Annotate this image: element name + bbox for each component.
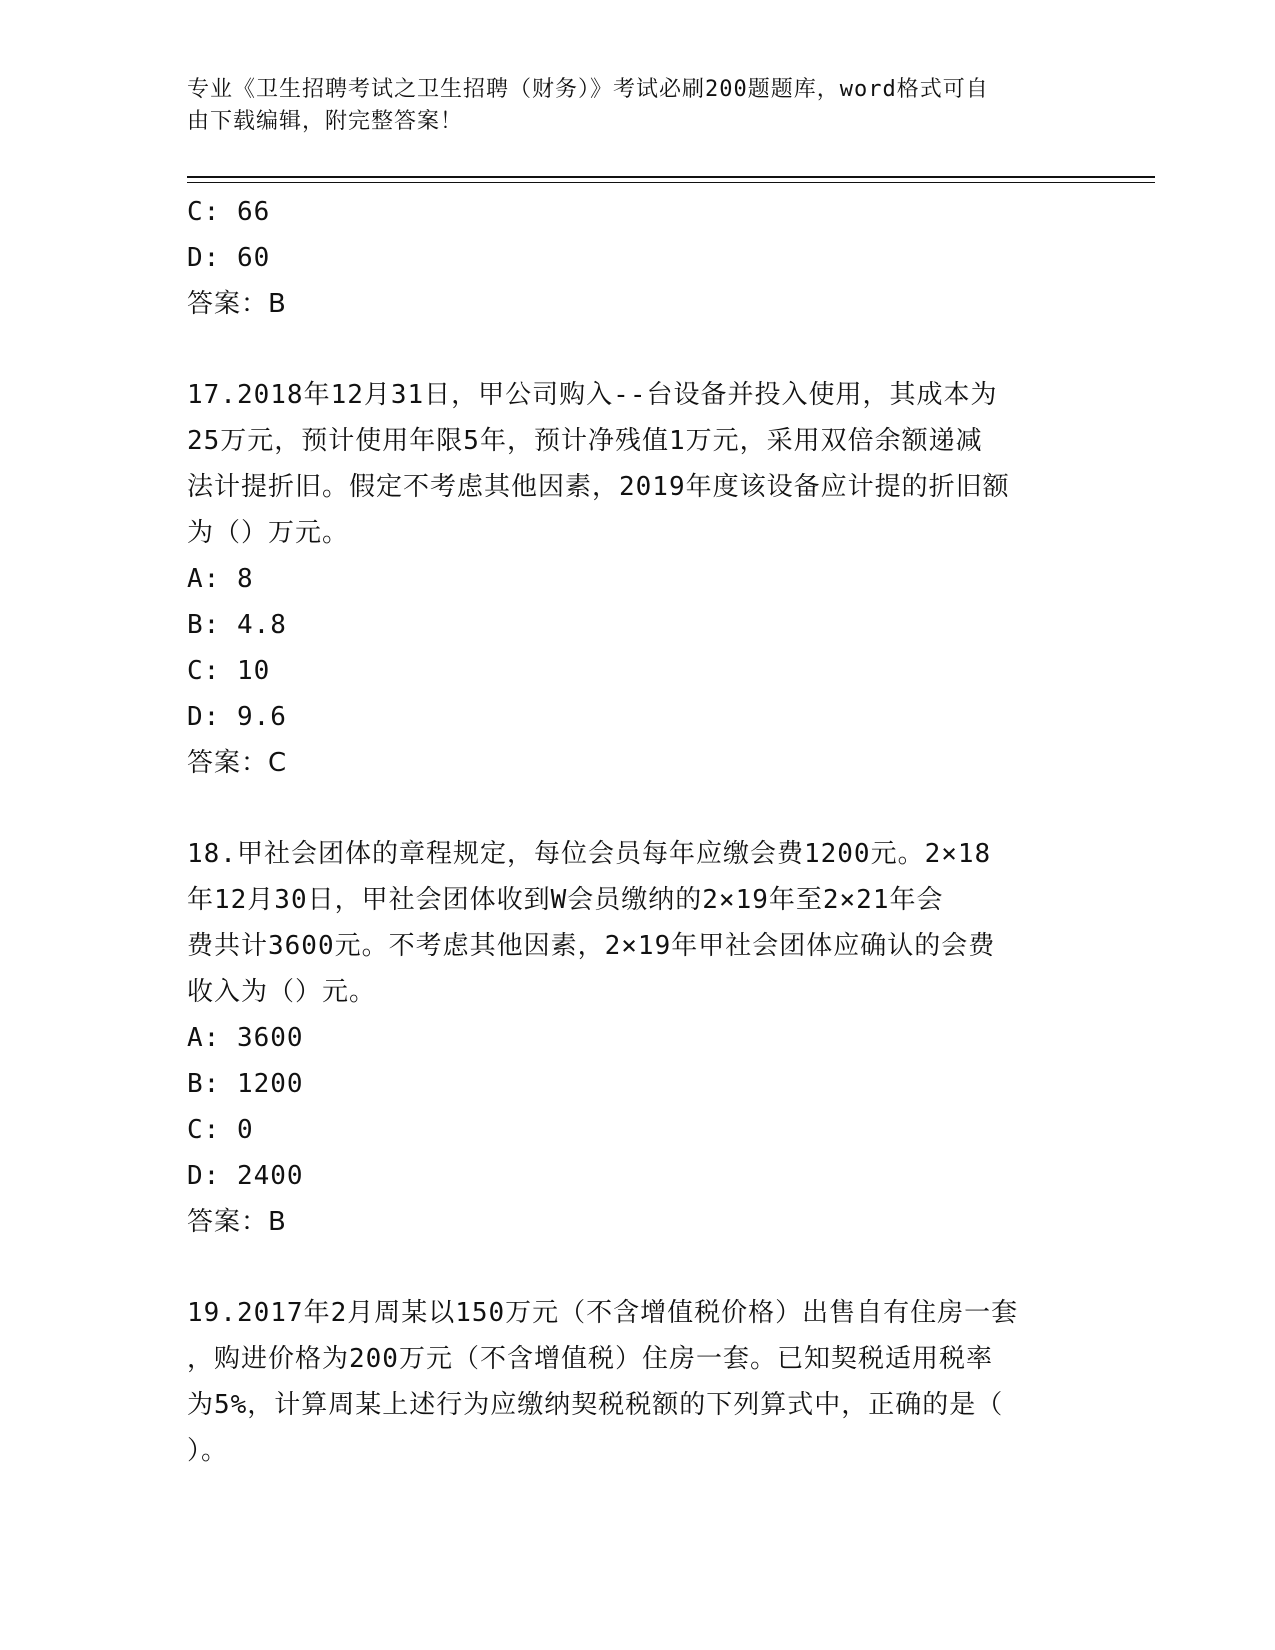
question-text xyxy=(187,372,1082,556)
header-title-line-1: 专业《卫生招聘考试之卫生招聘（财务）》考试必刷200题题库，word格式可自 xyxy=(187,77,989,102)
spacer xyxy=(187,1245,1082,1290)
spacer xyxy=(187,327,1082,372)
option-d: D: 9.6 xyxy=(187,702,287,732)
option-b: B: 4.8 xyxy=(187,610,287,640)
question-text xyxy=(187,831,1082,1015)
question-line: 收入为（）元。 xyxy=(187,977,377,1007)
option-d: D: 60 xyxy=(187,243,271,273)
question-line: 费共计3600元。不考虑其他因素，2×19年甲社会团体应确认的会费 xyxy=(187,931,996,961)
question-19 xyxy=(187,1290,1082,1474)
spacer xyxy=(187,786,1082,831)
question-line: ，购进价格为200万元（不含增值税）住房一套。已知契税适用税率 xyxy=(187,1344,993,1374)
question-line: 年12月30日，甲社会团体收到W会员缴纳的2×19年至2×21年会 xyxy=(187,885,944,915)
question-17 xyxy=(187,372,1082,786)
question-line: ）。 xyxy=(187,1436,229,1466)
question-line: 为（）万元。 xyxy=(187,518,350,548)
question-line: 法计提折旧。假定不考虑其他因素，2019年度该设备应计提的折旧额 xyxy=(187,472,1010,502)
question-line: 25万元，预计使用年限5年，预计净残值1万元，采用双倍余额递减 xyxy=(187,426,983,456)
question-text xyxy=(187,1290,1082,1474)
question-line: 17.2018年12月31日，甲公司购入--台设备并投入使用，其成本为 xyxy=(187,380,998,410)
option-c: C: 0 xyxy=(187,1115,254,1145)
option-c: C: 66 xyxy=(187,197,271,227)
header-divider-thick xyxy=(187,176,1155,178)
header-title-line-2: 由下载编辑，附完整答案！ xyxy=(187,109,464,134)
question-18 xyxy=(187,831,1082,1245)
answer-line: 答案：B xyxy=(187,289,287,319)
document-header xyxy=(187,74,1067,138)
previous-question-tail xyxy=(187,189,1082,327)
document-body xyxy=(187,189,1082,1474)
answer-line: 答案：C xyxy=(187,748,288,778)
question-line: 18.甲社会团体的章程规定，每位会员每年应缴会费1200元。2×18 xyxy=(187,839,992,869)
option-c: C: 10 xyxy=(187,656,271,686)
answer-line: 答案：B xyxy=(187,1207,287,1237)
header-divider-thin xyxy=(187,182,1155,183)
option-d: D: 2400 xyxy=(187,1161,304,1191)
option-a: A: 8 xyxy=(187,564,254,594)
option-b: B: 1200 xyxy=(187,1069,304,1099)
question-line: 19.2017年2月周某以150万元（不含增值税价格）出售自有住房一套 xyxy=(187,1298,1019,1328)
option-a: A: 3600 xyxy=(187,1023,304,1053)
question-line: 为5%，计算周某上述行为应缴纳契税税额的下列算式中，正确的是（ xyxy=(187,1390,1004,1420)
